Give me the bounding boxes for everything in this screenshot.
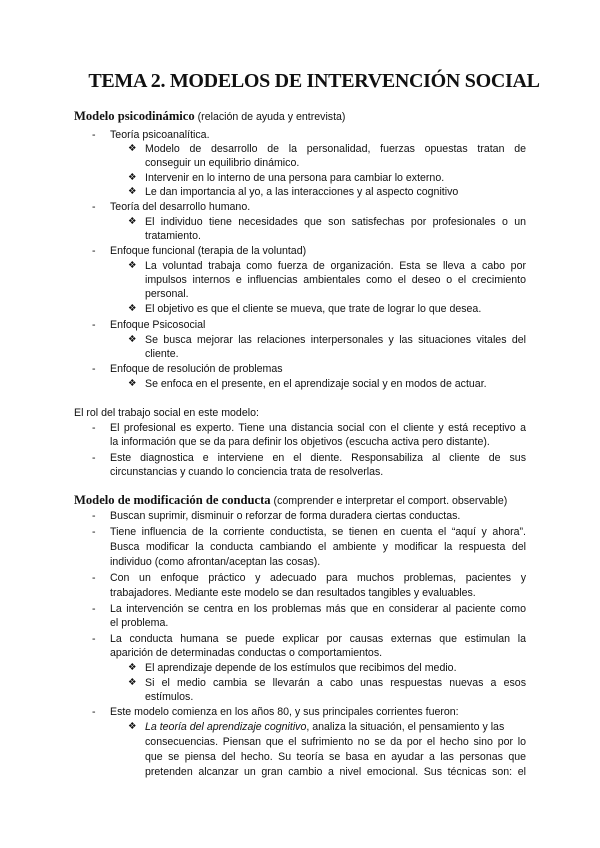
diamond-bullet-icon: ❖ [128,260,137,271]
list-item-cont: circunstancias y cuando lo conciencia trata de resolverlas. [110,466,384,478]
list-item-cont: la información que se da para definir los objetivos (escucha activa pero distante). [110,436,490,448]
paragraph: El rol del trabajo social en este modelo: [74,407,259,419]
diamond-bullet-icon: ❖ [128,172,137,183]
diamond-bullet-icon: ❖ [128,662,137,673]
diamond-bullet-icon: ❖ [128,303,137,314]
list-item-cont: personal. [145,288,189,300]
list-item: La voluntad trabaja como fuerza de organización. Esta se lleva a cabo por [145,260,526,272]
list-item-cont: trabajadores. Mediante este modelo se dan resultados tangibles y evaluables. [110,587,476,599]
list-item-cont: Busca modificar la conducta cambiando el ambiente y modificar la respuesta del [110,541,526,553]
italic-term: La teoría del aprendizaje cognitivo [145,721,307,733]
list-item-cont: que se piensa del hecho. Su teoría se basa en ayudar a las personas que [145,751,526,763]
dash-bullet: - [92,201,96,213]
list-item-text: , analiza la situación, el pensamiento y las [306,721,505,733]
list-item: Con un enfoque práctico y adecuado para muchos problemas, pacientes y [110,572,526,584]
dash-bullet: - [92,706,96,718]
list-item: El profesional es experto. Tiene una distancia social con el cliente y está receptivo a [110,422,526,434]
list-item-cont: estímulos. [145,691,194,703]
section-heading-psicodinamico [74,109,345,124]
section-heading-note: (relación de ayuda y entrevista) [197,111,346,123]
diamond-bullet-icon: ❖ [128,721,137,732]
list-item: Este modelo comienza en los años 80, y sus principales corrientes fueron: [110,706,459,718]
list-item-cont: impulsos internos e influencias ambientales como el deseo o el crecimiento [145,274,526,286]
dash-bullet: - [92,572,96,584]
list-item: La conducta humana se puede explicar por causas externas que estimulan la [110,633,526,645]
page-title: TEMA 2. MODELOS DE INTERVENCIÓN SOCIAL [88,70,540,92]
dash-bullet: - [92,129,96,141]
list-item: Se busca mejorar las relaciones interpersonales y las situaciones vitales del [145,334,526,346]
list-item: Intervenir en lo interno de una persona para cambiar lo externo. [145,172,445,184]
dash-bullet: - [92,422,96,434]
list-item: Enfoque Psicosocial [110,319,206,331]
list-item-cont: el problema. [110,617,169,629]
list-item-cont: consecuencias. Piensan que el sufrimiento no se da por el hecho sino por lo [145,736,526,748]
list-item-cont: conseguir un equilibrio dinámico. [145,157,300,169]
dash-bullet: - [92,452,96,464]
diamond-bullet-icon: ❖ [128,378,137,389]
list-item: Le dan importancia al yo, a las interacciones y al aspecto cognitivo [145,186,459,198]
list-item: El objetivo es que el cliente se mueva, que trate de lograr lo que desea. [145,303,482,315]
diamond-bullet-icon: ❖ [128,186,137,197]
section-heading-text: Modelo psicodinámico [74,109,195,123]
diamond-bullet-icon: ❖ [128,143,137,154]
list-item: Este diagnostica e interviene en el diente. Responsabiliza al cliente de sus [110,452,526,464]
list-item: Teoría del desarrollo humano. [110,201,251,213]
list-item: Buscan suprimir, disminuir o reforzar de forma duradera ciertas conductas. [110,510,461,522]
list-item: El aprendizaje depende de los estímulos que recibimos del medio. [145,662,457,674]
dash-bullet: - [92,245,96,257]
list-item: Enfoque funcional (terapia de la voluntad) [110,245,307,257]
list-item-cont: pretenden alcanzar un gran cambio a nivel emocional. Sus técnicas son: el [145,766,526,778]
dash-bullet: - [92,363,96,375]
section-heading-conducta [74,493,507,508]
list-item: Teoría psicoanalítica. [110,129,210,141]
list-item: Tiene influencia de la corriente conductista, se tienen en cuenta el “aquí y ahora”. [110,526,526,538]
list-item: Se enfoca en el presente, en el aprendizaje social y en modos de actuar. [145,378,487,390]
list-item: Enfoque de resolución de problemas [110,363,283,375]
list-item: El individuo tiene necesidades que son satisfechas por profesionales o un [145,216,526,228]
dash-bullet: - [92,603,96,615]
list-item: La intervención se centra en los problemas más que en considerar al paciente como [110,603,526,615]
dash-bullet: - [92,526,96,538]
diamond-bullet-icon: ❖ [128,334,137,345]
section-heading-text: Modelo de modificación de conducta [74,493,271,507]
diamond-bullet-icon: ❖ [128,677,137,688]
list-item: Si el medio cambia se llevarán a cabo unas respuestas nuevas a esos [145,677,526,689]
dash-bullet: - [92,319,96,331]
list-item: Modelo de desarrollo de la personalidad, fuerzas opuestas tratan de [145,143,526,155]
list-item-cont: tratamiento. [145,230,201,242]
list-item-cont: aparición de determinadas conductas o comportamientos. [110,647,383,659]
list-item [145,720,526,734]
list-item-cont: cliente. [145,348,179,360]
list-item-cont: individuo (como afrontan/aceptan las cosas). [110,556,321,568]
diamond-bullet-icon: ❖ [128,216,137,227]
section-heading-note: (comprender e interpretar el comport. observable) [273,495,508,507]
dash-bullet: - [92,633,96,645]
dash-bullet: - [92,510,96,522]
